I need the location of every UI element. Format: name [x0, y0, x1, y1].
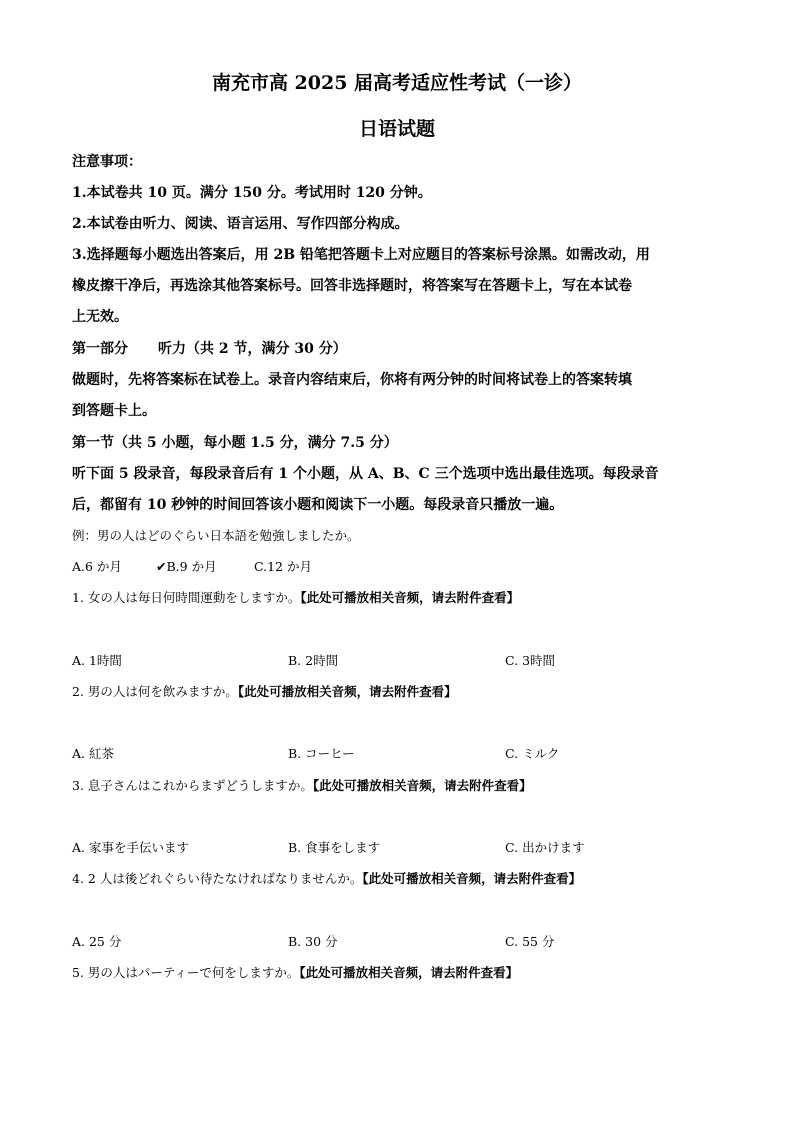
question-text: 2. 男の人は何を飲みますか。 — [72, 684, 238, 699]
question-1 — [72, 588, 519, 606]
section1-heading: 第一节（共 5 小题，每小题 1.5 分，满分 7.5 分） — [72, 435, 398, 451]
question-text: 1. 女の人は毎日何時間運動をしますか。 — [72, 590, 301, 605]
section1-instruction-line-2: 后，都留有 10 秒钟的时间回答该小题和阅读下一小题。每段录音只播放一遍。 — [72, 497, 564, 513]
audio-note[interactable]: 【此处可播放相关音频，请去附件查看】 — [300, 590, 520, 605]
question-2-option-a: A. 紅茶 — [72, 746, 114, 761]
audio-note[interactable]: 【此处可播放相关音频，请去附件查看】 — [299, 965, 519, 980]
part1-label: 第一部分 — [72, 341, 128, 357]
exam-subtitle: 日语试题 — [358, 118, 435, 140]
question-1-option-a: A. 1時間 — [72, 653, 122, 668]
part1-heading — [72, 338, 347, 358]
notice-item-3-line-2: 橡皮擦干净后，再选涂其他答案标号。回答非选择题时，将答案写在答题卡上，写在本试卷 — [72, 278, 632, 294]
question-2-option-b: B. コーヒー — [288, 746, 355, 761]
question-4-option-b: B. 30 分 — [288, 934, 338, 949]
audio-note[interactable]: 【此处可播放相关音频，请去附件查看】 — [237, 684, 457, 699]
question-1-option-c: C. 3時間 — [505, 653, 556, 668]
notice-item-1: 1.本试卷共 10 页。满分 150 分。考试用时 120 分钟。 — [72, 185, 432, 201]
question-5 — [72, 963, 518, 981]
audio-note[interactable]: 【此处可播放相关音频，请去附件查看】 — [362, 871, 582, 886]
question-3 — [72, 776, 532, 794]
part1-instruction-line-2: 到答题卡上。 — [72, 403, 156, 419]
example-option-b: B.9 か月 — [166, 559, 217, 574]
example-option-c: C.12 か月 — [254, 559, 312, 574]
notice-item-2: 2.本试卷由听力、阅读、语言运用、写作四部分构成。 — [72, 216, 409, 232]
question-3-option-b: B. 食事をします — [288, 840, 381, 855]
question-text: 5. 男の人はパーティーで何をしますか。 — [72, 965, 300, 980]
question-2-option-c: C. ミルク — [505, 746, 560, 761]
question-4 — [72, 869, 581, 887]
question-text: 3. 息子さんはこれからまずどうしますか。 — [72, 778, 313, 793]
notice-heading: 注意事项： — [72, 154, 142, 170]
exam-title: 南充市高 2025 届高考适应性考试（一诊） — [211, 72, 583, 94]
checkmark-icon: ✔ — [156, 559, 167, 574]
notice-item-3-line-1: 3.选择题每小题选出答案后，用 2B 铅笔把答题卡上对应题目的答案标号涂黑。如需改动，用 — [72, 247, 650, 263]
example-option-b-wrap — [156, 557, 217, 575]
audio-note[interactable]: 【此处可播放相关音频，请去附件查看】 — [312, 778, 532, 793]
question-2 — [72, 682, 457, 700]
question-4-option-c: C. 55 分 — [505, 934, 555, 949]
part1-instruction-line-1: 做题时，先将答案标在试卷上。录音内容结束后，你将有两分钟的时间将试卷上的答案转填 — [72, 372, 632, 388]
notice-item-3-line-3: 上无效。 — [72, 309, 128, 325]
question-4-option-a: A. 25 分 — [72, 934, 122, 949]
section1-instruction-line-1: 听下面 5 段录音，每段录音后有 1 个小题，从 A、B、C 三个选项中选出最佳选项。每段录音 — [72, 466, 659, 482]
question-3-option-a: A. 家事を手伝います — [72, 840, 189, 855]
question-1-option-b: B. 2時間 — [288, 653, 339, 668]
question-3-option-c: C. 出かけます — [505, 840, 585, 855]
example-option-a: A.6 か月 — [72, 559, 122, 574]
part1-title: 听力（共 2 节，满分 30 分） — [158, 341, 347, 357]
example-question: 例：男の人はどのぐらい日本語を勉強しましたか。 — [72, 528, 360, 543]
question-text: 4. 2 人は後どれぐらい待たなければなりませんか。 — [72, 871, 363, 886]
